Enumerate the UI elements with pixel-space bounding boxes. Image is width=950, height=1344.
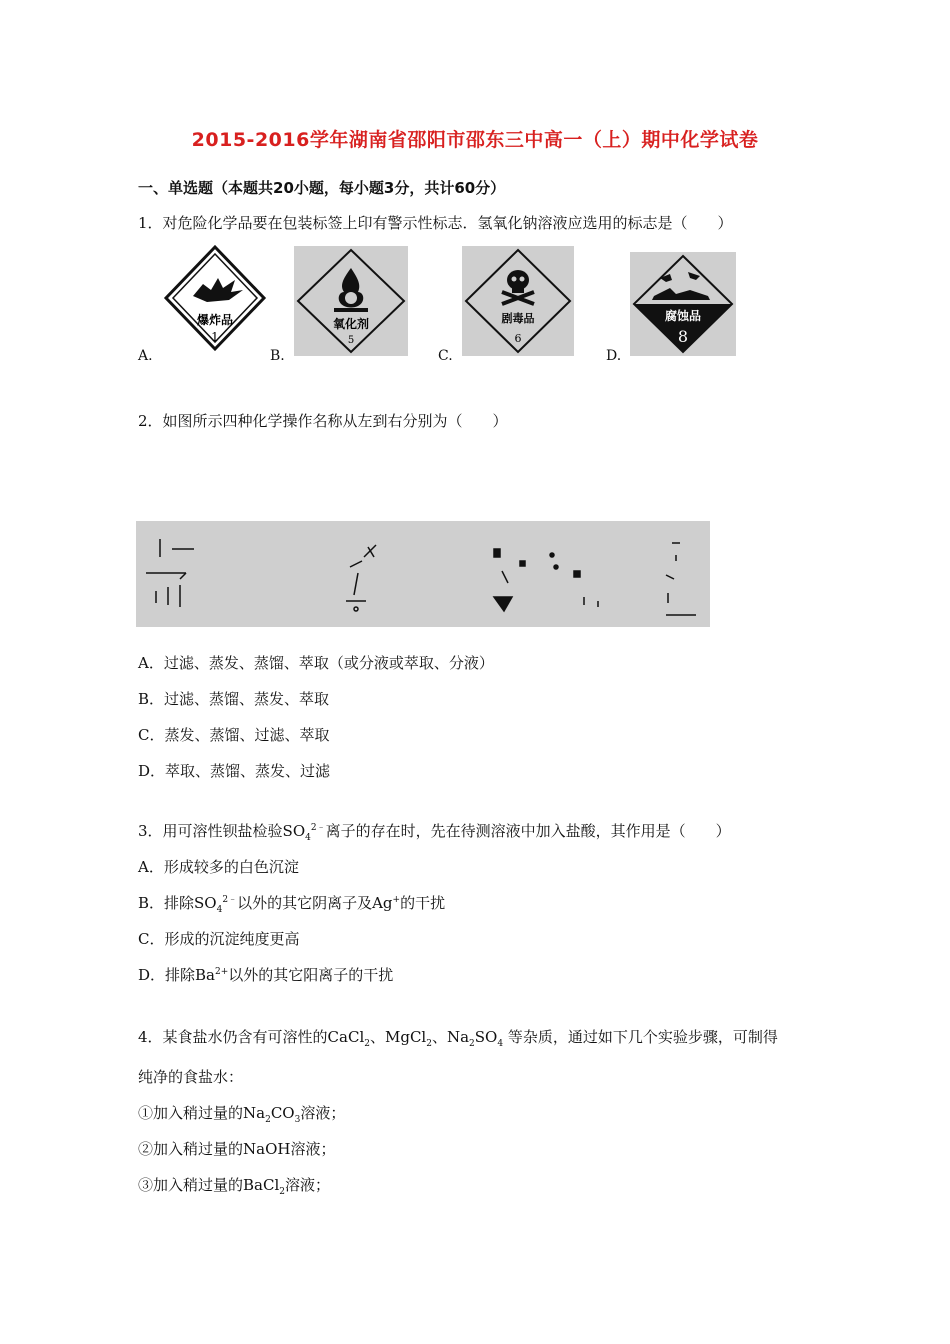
corrosive-sign-text: 腐蚀品: [664, 309, 702, 323]
q2-option-a[interactable]: A．过滤、蒸发、蒸馏、萃取（或分液或萃取、分液）: [138, 654, 494, 672]
question-3-stem: 3．用可溶性钡盐检验$SO_4^{2﹣}$离子的存在时，先在待测溶液中加入盐酸，其作用是（ ）: [138, 822, 731, 843]
q4-step-2: ②加入稍过量的NaOH溶液；: [138, 1140, 336, 1158]
question-4-stem-line2: 纯净的食盐水：: [138, 1068, 244, 1086]
corrosive-sign-icon: [630, 252, 736, 356]
q4-step-1: ①加入稍过量的$Na_2CO_3$溶液；: [138, 1104, 346, 1125]
toxic-sign-text: 剧毒品: [501, 312, 535, 325]
oxidizer-sign-text: 氧化剂: [332, 317, 370, 331]
q1-option-b-label[interactable]: B.: [270, 348, 285, 364]
toxic-sign-num: 6: [514, 332, 522, 345]
q1-option-c-label[interactable]: C.: [438, 348, 453, 364]
explosive-sign-num: 1: [211, 330, 219, 344]
oxidizer-sign-icon: [294, 246, 408, 356]
question-1-stem: 1．对危险化学品要在包装标签上印有警示性标志．氢氧化钠溶液应选用的标志是（ ）: [138, 214, 733, 232]
explosive-sign-text: 爆炸品: [196, 313, 234, 327]
corrosive-sign-num: 8: [677, 327, 689, 346]
q3-option-b[interactable]: B．排除$SO_4^{2﹣}$以外的其它阴离子及Ag+的干扰: [138, 894, 446, 915]
toxic-sign-icon: [462, 246, 574, 356]
question-4-stem-line1: 4．某食盐水仍含有可溶性的CaCl$_2$、MgCl$_2$、$Na_2SO_4$ 等杂质，通过如下几个实验步骤，可制得: [138, 1028, 778, 1049]
q3-option-d[interactable]: D．排除$Ba^{2+}$以外的其它阳离子的干扰: [138, 966, 394, 984]
explosive-sign-icon: [163, 244, 267, 352]
q4-step-3: ③加入稍过量的BaCl$_2$溶液；: [138, 1176, 330, 1197]
q1-option-a-label[interactable]: A.: [138, 348, 153, 364]
q2-option-b[interactable]: B．过滤、蒸馏、蒸发、萃取: [138, 690, 330, 708]
section-heading: 一、单选题（本题共20小题，每小题3分，共计60分）: [138, 179, 506, 197]
page-title: 2015-2016学年湖南省邵阳市邵东三中高一（上）期中化学试卷: [191, 129, 759, 151]
q3-option-a[interactable]: A．形成较多的白色沉淀: [138, 858, 299, 876]
question-2-stem: 2．如图所示四种化学操作名称从左到右分别为（ ）: [138, 412, 508, 430]
q2-option-d[interactable]: D．萃取、蒸馏、蒸发、过滤: [138, 762, 331, 780]
lab-apparatus-icon: [136, 521, 710, 627]
oxidizer-sign-num: 5: [347, 335, 355, 346]
q3-option-c[interactable]: C．形成的沉淀纯度更高: [138, 930, 300, 948]
q2-option-c[interactable]: C．蒸发、蒸馏、过滤、萃取: [138, 726, 330, 744]
q1-option-d-label[interactable]: D.: [606, 348, 622, 364]
lab-operations-image: [136, 521, 710, 627]
